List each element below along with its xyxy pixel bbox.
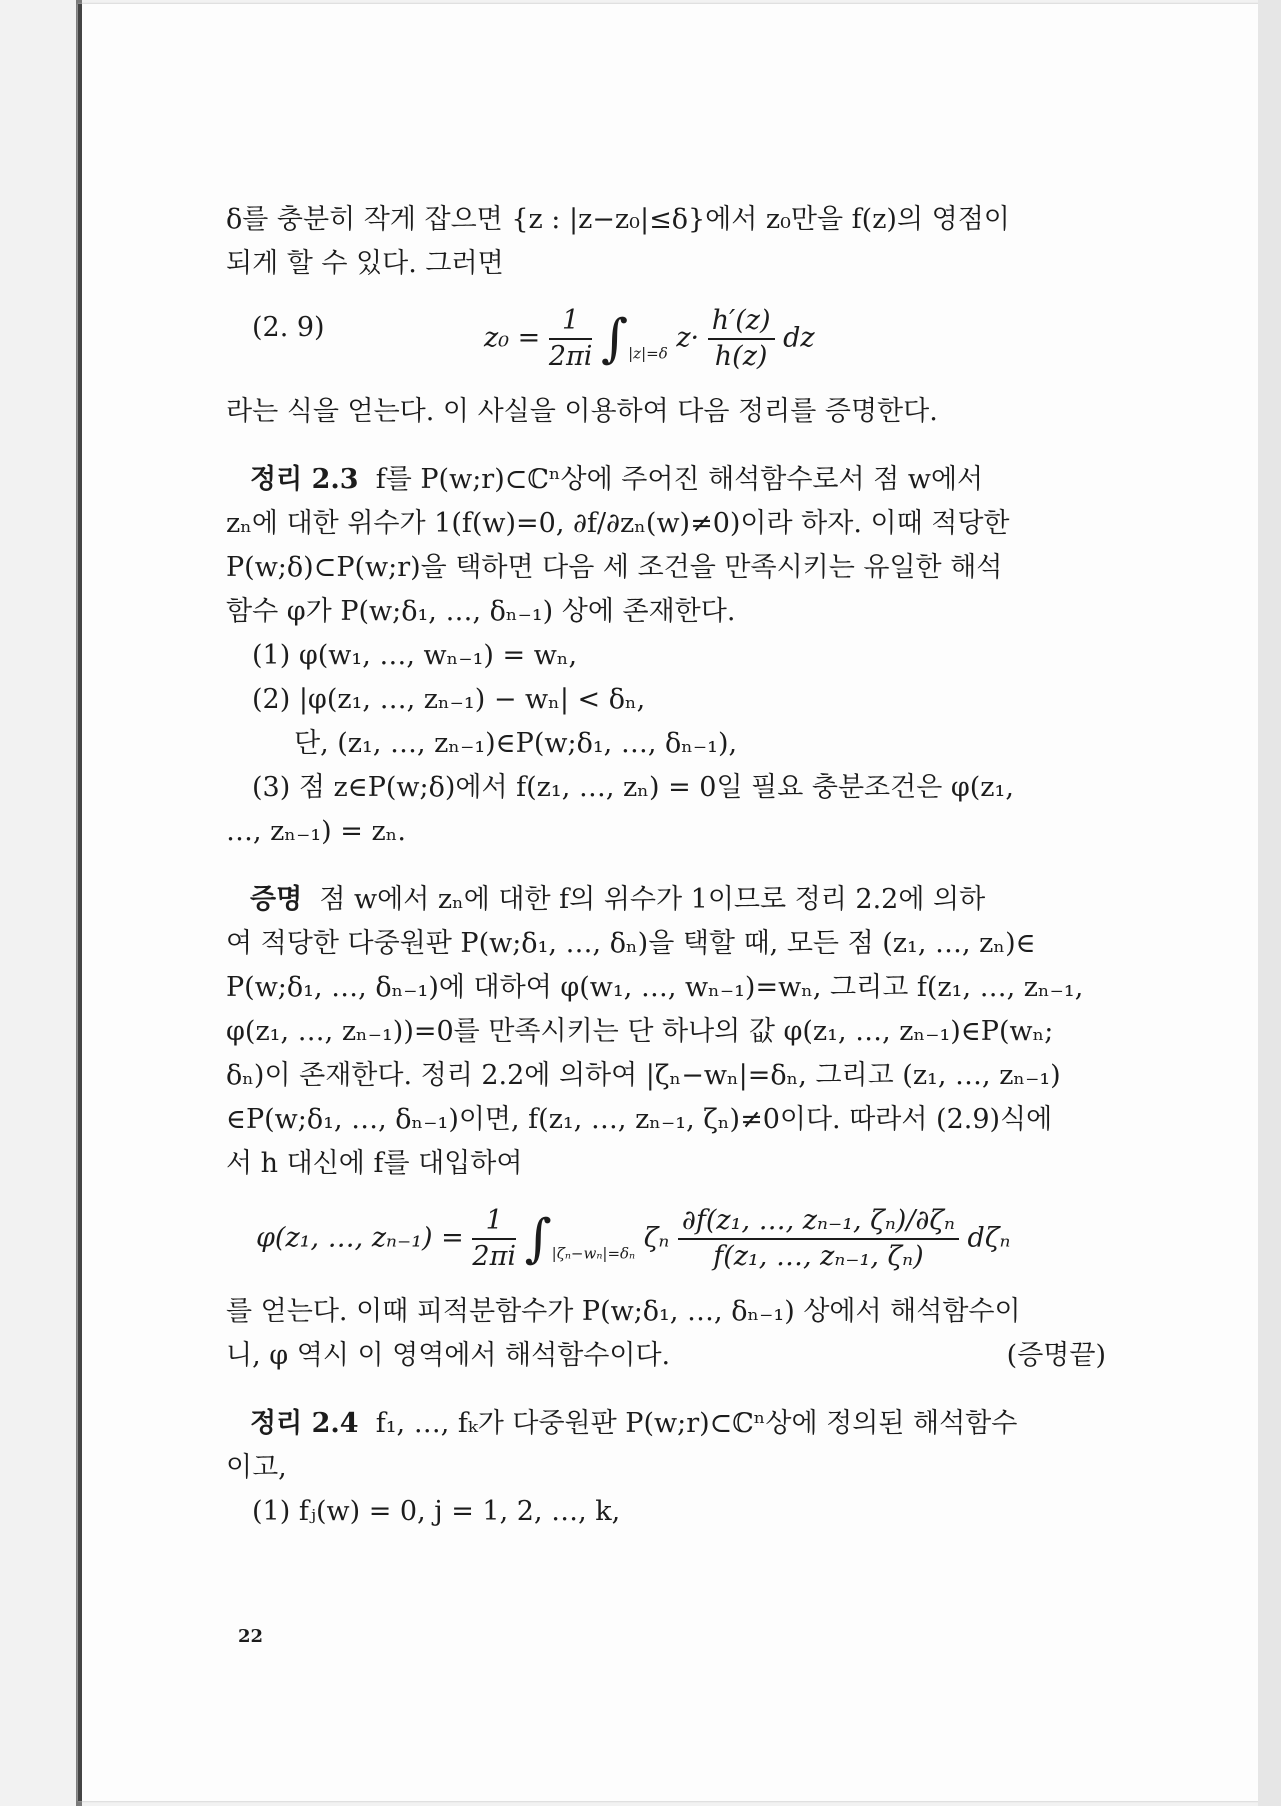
phi-frac2-num: ∂f(z₁, …, zₙ₋₁, ζₙ)/∂ζₙ [678, 1204, 959, 1240]
page-edge [1258, 0, 1281, 1806]
equation-phi-body [256, 1204, 1010, 1276]
integral-sign: ∫ [601, 309, 629, 369]
proof-line-5: δₙ)이 존재한다. 정리 2.2에 의하여 |ζₙ−wₙ|=δₙ, 그리고 (z₁, …, zₙ₋₁) [226, 1060, 1061, 1091]
equation-body [484, 304, 815, 376]
proof-line-3: P(w;δ₁, …, δₙ₋₁)에 대하여 φ(w₁, …, wₙ₋₁)=wₙ, 그리고 f(z₁, …, zₙ₋₁, [226, 972, 1084, 1003]
proof-text: 점 w에서 zₙ에 대한 f의 위수가 1이므로 정리 2.2에 의하 [319, 884, 986, 915]
proof-label: 증명 [250, 884, 303, 915]
eq-mid: z· [676, 322, 700, 354]
phi-integral-sign: ∫ [524, 1209, 552, 1269]
proof-line-7: 서 h 대신에 f를 대입하여 [226, 1148, 523, 1179]
equation-phi [226, 1186, 1106, 1290]
theorem-2-4-text: f₁, …, fₖ가 다중원판 P(w;r)⊂ℂⁿ상에 정의된 해석함수 [375, 1408, 1018, 1439]
theorem-2-3-line-4: 함수 φ가 P(w;δ₁, …, δₙ₋₁) 상에 존재한다. [226, 596, 736, 627]
equation-number: (2. 9) [252, 312, 325, 343]
theorem-text: f를 P(w;r)⊂ℂⁿ상에 주어진 해석함수로서 점 w에서 [375, 464, 984, 495]
phi-lhs: φ(z₁, …, zₙ₋₁) = [256, 1222, 464, 1254]
eq-frac2-den: h(z) [714, 341, 768, 372]
phi-mid: ζₙ [643, 1222, 670, 1254]
condition-2-note: 단, (z₁, …, zₙ₋₁)∈P(w;δ₁, …, δₙ₋₁), [294, 728, 738, 759]
after-phi-line-1: 를 얻는다. 이때 피적분함수가 P(w;δ₁, …, δₙ₋₁) 상에서 해석함수이 [226, 1296, 1021, 1327]
theorem-2-4-line-1 [226, 1402, 1106, 1446]
condition-3-cont: …, zₙ₋₁) = zₙ. [226, 816, 406, 847]
eq-lhs: z₀ = [484, 322, 541, 354]
phi-fraction [472, 1204, 516, 1274]
proof-line-1 [226, 878, 1106, 922]
theorem-2-3-line-1 [226, 458, 1106, 502]
eq-frac-num: 1 [549, 304, 593, 340]
intro-line-1: δ를 충분히 작게 잡으면 {z : |z−z₀|≤δ}에서 z₀만을 f(z)의 영점이 [226, 204, 1010, 235]
eq-frac-den: 2πi [548, 341, 593, 372]
theorem-label: 정리 2.3 [250, 464, 359, 495]
proof-line-6: ∈P(w;δ₁, …, δₙ₋₁)이면, f(z₁, …, zₙ₋₁, ζₙ)≠0이다. 따라서 (2.9)식에 [226, 1104, 1053, 1135]
phi-frac-den: 2πi [472, 1241, 516, 1272]
after-phi-text: 니, φ 역시 이 영역에서 해석함수이다. [226, 1340, 671, 1371]
phi-integral-domain: |ζₙ−wₙ|=δₙ [551, 1244, 636, 1263]
phi-frac2-den: f(z₁, …, zₙ₋₁, ζₙ) [713, 1241, 924, 1272]
eq-fraction-2 [708, 304, 775, 374]
page-number: 22 [238, 1626, 264, 1647]
proof-line-4: φ(z₁, …, zₙ₋₁))=0를 만족시키는 단 하나의 값 φ(z₁, …, zₙ₋₁)∈P(wₙ; [226, 1016, 1054, 1047]
condition-2: (2) |φ(z₁, …, zₙ₋₁) − wₙ| < δₙ, [252, 684, 646, 715]
proof-line-2: 여 적당한 다중원판 P(w;δ₁, …, δₙ)을 택할 때, 모든 점 (z₁, …, zₙ)∈ [226, 928, 1036, 959]
theorem-2-4-label: 정리 2.4 [250, 1408, 359, 1439]
after-equation: 라는 식을 얻는다. 이 사실을 이용하여 다음 정리를 증명한다. [226, 396, 938, 427]
phi-frac-num: 1 [472, 1204, 516, 1240]
after-phi-line-2 [226, 1334, 1106, 1378]
integral-domain: |z|=δ [628, 344, 668, 363]
proof-end-mark: (증명끝) [1006, 1340, 1106, 1371]
theorem-2-3-line-3: P(w;δ)⊂P(w;r)을 택하면 다음 세 조건을 만족시키는 유일한 해석 [226, 552, 1003, 583]
theorem-2-3-line-2: zₙ에 대한 위수가 1(f(w)=0, ∂f/∂zₙ(w)≠0)이라 하자. 이때 적당한 [226, 508, 1010, 539]
eq-frac2-num: h′(z) [708, 304, 775, 340]
intro-line-2: 되게 할 수 있다. 그러면 [226, 248, 504, 279]
condition-3: (3) 점 z∈P(w;δ)에서 f(z₁, …, zₙ) = 0일 필요 충분조건은 φ(z₁, [252, 772, 1014, 803]
theorem-2-4-line-2: 이고, [226, 1452, 287, 1483]
condition-1: (1) φ(w₁, …, wₙ₋₁) = wₙ, [252, 640, 578, 671]
eq-fraction [549, 304, 593, 374]
phi-fraction-2 [678, 1204, 959, 1274]
eq-tail: dz [783, 322, 815, 354]
equation-2-9 [226, 286, 1106, 390]
theorem-2-4-condition-1: (1) fⱼ(w) = 0, j = 1, 2, …, k, [252, 1496, 621, 1527]
page-content [226, 198, 1106, 1534]
phi-tail: dζₙ [967, 1222, 1011, 1254]
